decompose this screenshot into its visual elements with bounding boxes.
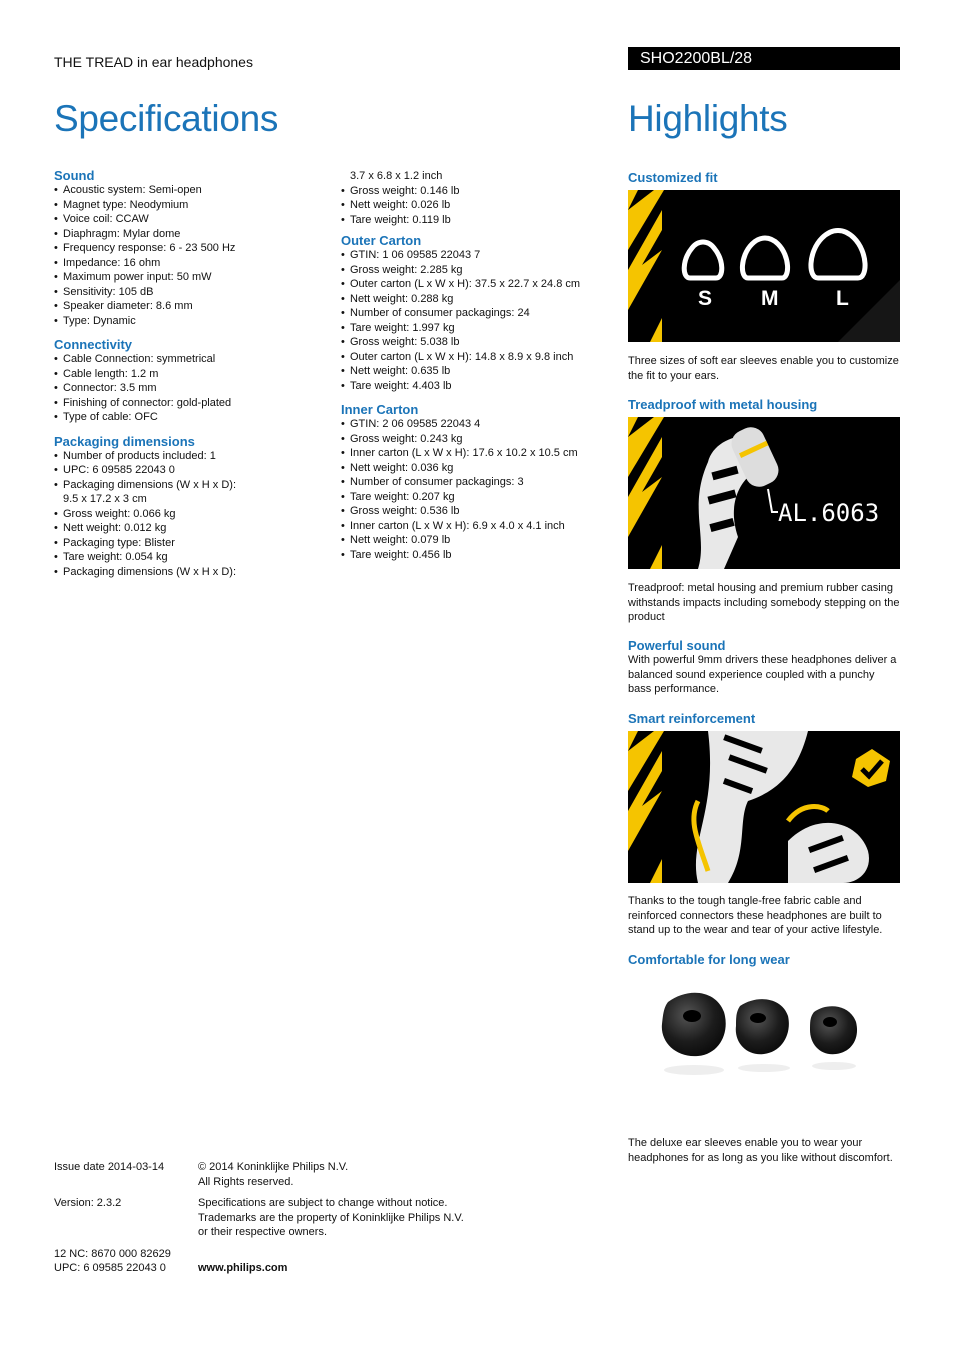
list-item: • Type of cable: OFC — [54, 410, 324, 425]
legal-notice — [198, 1196, 464, 1240]
specs-column-1 — [54, 168, 324, 588]
list-item: • Sensitivity: 105 dB — [54, 285, 324, 300]
list-item: • Tare weight: 0.054 kg — [54, 550, 324, 565]
spec-heading-inner-carton: Inner Carton — [341, 402, 419, 417]
list-item: • Gross weight: 0.066 kg — [54, 507, 324, 522]
list-item: • Speaker diameter: 8.6 mm — [54, 299, 324, 314]
list-item: • Outer carton (L x W x H): 37.5 x 22.7 x 24.8 cm — [341, 277, 611, 292]
size-label-s: S — [698, 287, 713, 310]
list-item: • Gross weight: 0.243 kg — [341, 432, 611, 447]
list-item: • Number of consumer packagings: 24 — [341, 306, 611, 321]
list-item: 9.5 x 17.2 x 3 cm — [63, 493, 147, 505]
product-line-title: THE TREAD in ear headphones — [54, 54, 253, 70]
list-item: • Tare weight: 0.456 lb — [341, 548, 611, 563]
highlight-text-comfort: The deluxe ear sleeves enable you to wear your headphones for as long as you like without discomfort. — [628, 1137, 893, 1164]
list-item: • Gross weight: 0.536 lb — [341, 504, 611, 519]
copyright-line-2: All Rights reserved. — [198, 1175, 294, 1188]
list-item: • Cable length: 1.2 m — [54, 367, 324, 382]
list-item: • Maximum power input: 50 mW — [54, 270, 324, 285]
list-item: • Packaging dimensions (W x H x D): — [54, 478, 324, 493]
ear-sleeve-sizes-image — [628, 190, 900, 342]
list-item: • Magnet type: Neodymium — [54, 198, 324, 213]
list-item: 3.7 x 6.8 x 1.2 inch — [350, 170, 443, 182]
spec-list-inner-carton — [341, 417, 611, 562]
highlight-text-treadproof: Treadproof: metal housing and premium rubber casing withstands impacts including somebody stepping on the product — [628, 582, 900, 623]
list-item: • Inner carton (L x W x H): 6.9 x 4.0 x 4.1 inch — [341, 519, 611, 534]
highlight-heading-sound: Powerful sound — [628, 638, 726, 653]
list-item: • UPC: 6 09585 22043 0 — [54, 463, 324, 478]
list-item: • GTIN: 1 06 09585 22043 7 — [341, 248, 611, 263]
highlight-heading-comfort: Comfortable for long wear — [628, 952, 790, 967]
highlight-text-sound: With powerful 9mm drivers these headphones deliver a balanced sound experience coupled with a punchy bass performance. — [628, 654, 897, 695]
legal-line-1: Specifications are subject to change without notice. — [198, 1197, 448, 1209]
list-item: • Gross weight: 5.038 lb — [341, 335, 611, 350]
highlight-text-fit: Three sizes of soft ear sleeves enable you to customize the fit to your ears. — [628, 355, 899, 382]
list-item: • Gross weight: 2.285 kg — [341, 263, 611, 278]
list-item: • Diaphragm: Mylar dome — [54, 227, 324, 242]
list-item: • Nett weight: 0.012 kg — [54, 521, 324, 536]
spec-heading-sound: Sound — [54, 168, 95, 183]
version: Version: 2.3.2 — [54, 1197, 122, 1209]
legal-line-3: or their respective owners. — [198, 1226, 327, 1238]
upc-code: UPC: 6 09585 22043 0 — [54, 1262, 166, 1274]
specs-column-2 — [341, 169, 611, 571]
spec-list-sound — [54, 183, 324, 328]
ear-sleeves-photo — [628, 972, 900, 1124]
list-item: • GTIN: 2 06 09585 22043 4 — [341, 417, 611, 432]
list-item: • Outer carton (L x W x H): 14.8 x 8.9 x 9.8 inch — [341, 350, 611, 365]
spec-list-packaging-continued — [341, 169, 611, 227]
list-item: • Tare weight: 1.997 kg — [341, 321, 611, 336]
highlight-heading-treadproof: Treadproof with metal housing — [628, 397, 818, 412]
list-item: • Finishing of connector: gold-plated — [54, 396, 324, 411]
list-item: • Frequency response: 6 - 23 500 Hz — [54, 241, 324, 256]
legal-line-2: Trademarks are the property of Koninklijke Philips N.V. — [198, 1211, 464, 1224]
list-item: • Cable Connection: symmetrical — [54, 352, 324, 367]
list-item: • Nett weight: 0.079 lb — [341, 533, 611, 548]
highlight-text-smart: Thanks to the tough tangle-free fabric cable and reinforced connectors these headphones are built to stand up to the wear and tear of your active lifestyle. — [628, 895, 883, 936]
list-item: • Inner carton (L x W x H): 17.6 x 10.2 x 10.5 cm — [341, 446, 611, 461]
list-item: • Number of consumer packagings: 3 — [341, 475, 611, 490]
list-item: • Nett weight: 0.026 lb — [341, 198, 611, 213]
list-item: • Tare weight: 0.119 lb — [341, 213, 611, 228]
treadproof-image — [628, 417, 900, 569]
list-item: • Nett weight: 0.635 lb — [341, 364, 611, 379]
spec-heading-outer-carton: Outer Carton — [341, 233, 422, 248]
list-item: • Impedance: 16 ohm — [54, 256, 324, 271]
size-label-l: L — [836, 287, 849, 310]
list-item: • Gross weight: 0.146 lb — [341, 184, 611, 199]
list-item: • Acoustic system: Semi-open — [54, 183, 324, 198]
issue-date: Issue date 2014-03-14 — [54, 1161, 165, 1173]
list-item: • Nett weight: 0.036 kg — [341, 461, 611, 476]
copyright — [198, 1160, 348, 1189]
spec-list-packaging — [54, 449, 324, 580]
list-item: • Packaging dimensions (W x H x D): — [54, 565, 324, 580]
list-item: • Tare weight: 0.207 kg — [341, 490, 611, 505]
website-link[interactable]: www.philips.com — [198, 1262, 288, 1274]
alloy-label: AL.6063 — [778, 499, 880, 527]
size-label-m: M — [761, 287, 779, 310]
list-item: • Number of products included: 1 — [54, 449, 324, 464]
list-item: • Nett weight: 0.288 kg — [341, 292, 611, 307]
model-number-badge: SHO2200BL/28 — [628, 47, 900, 70]
twelve-nc: 12 NC: 8670 000 82629 — [54, 1248, 171, 1260]
spec-heading-packaging: Packaging dimensions — [54, 433, 195, 449]
list-item: • Voice coil: CCAW — [54, 212, 324, 227]
list-item: • Type: Dynamic — [54, 314, 324, 329]
list-item: • Tare weight: 4.403 lb — [341, 379, 611, 394]
spec-list-connectivity — [54, 352, 324, 425]
spec-list-outer-carton — [341, 248, 611, 393]
spec-heading-connectivity: Connectivity — [54, 337, 133, 352]
copyright-line-1: © 2014 Koninklijke Philips N.V. — [198, 1161, 349, 1173]
smart-reinforcement-image — [628, 731, 900, 883]
list-item: • Packaging type: Blister — [54, 536, 324, 551]
specifications-title: Specifications — [54, 98, 279, 139]
highlight-heading-fit: Customized fit — [628, 170, 718, 185]
highlights-title: Highlights — [628, 98, 788, 139]
highlight-heading-smart: Smart reinforcement — [628, 711, 756, 726]
list-item: • Connector: 3.5 mm — [54, 381, 324, 396]
